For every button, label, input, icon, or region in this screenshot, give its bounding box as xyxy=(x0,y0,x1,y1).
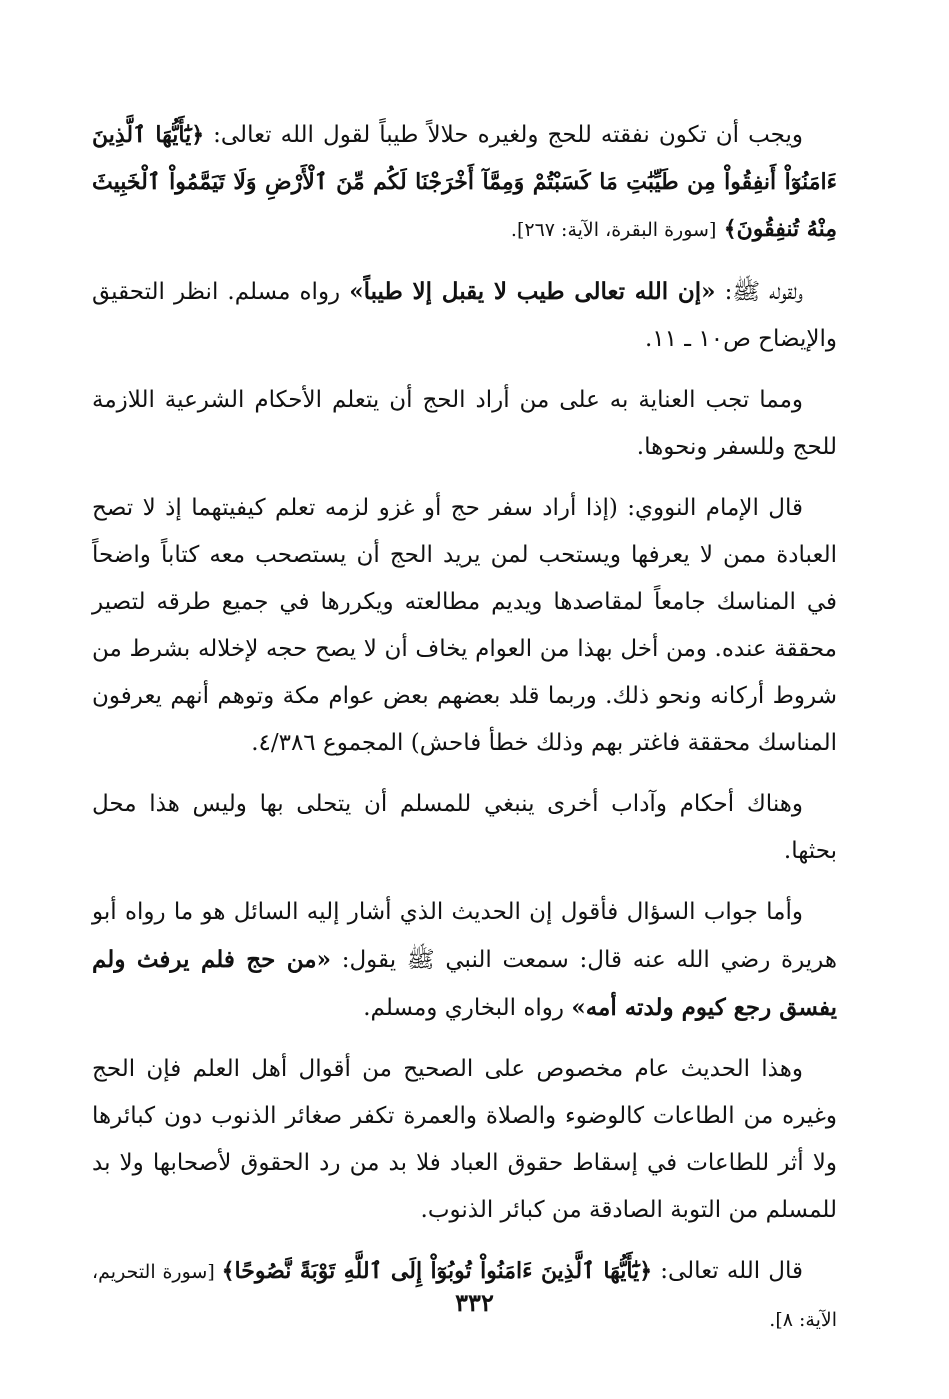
paragraph-answer xyxy=(92,889,837,1032)
hadith-quote: «إن الله تعالى طيب لا يقبل إلا طيباً» xyxy=(349,278,716,305)
verse-reference: [سورة البقرة، الآية: ٢٦٧]. xyxy=(510,219,717,241)
verse-reference: [سورة التحريم، الآية: ٨]. xyxy=(92,1261,837,1331)
paragraph-hadith-tayyib xyxy=(92,268,837,363)
paragraph-text: وأما جواب السؤال فأقول إن الحديث الذي أشار إليه السائل هو ما رواه أبو هريرة رضي الله عنه قال: سمعت النبي ﷺ يقول: xyxy=(92,899,837,973)
paragraph-text: ويجب أن تكون نفقته للحج ولغيره حلالاً طيباً لقول الله تعالى: xyxy=(213,122,804,148)
quran-verse: ﴿يَٰٓأَيُّهَا ٱلَّذِينَ ءَامَنُواْ تُوبُوٓاْ إِلَى ٱللَّهِ تَوْبَةً نَّصُوحًا﴾ xyxy=(221,1258,653,1284)
paragraph-takhsis: وهذا الحديث عام مخصوص على الصحيح من أقوال أهل العلم فإن الحج وغيره من الطاعات كالوضوء والصلاة والعمرة تكفر صغائر الذنوب دون كبائرها ولا أثر للطاعات في إسقاط حقوق العباد فلا بد من رد الحقوق لأصحابها ولا بد للمسلم من التوبة الصادقة من كبائر الذنوب. xyxy=(92,1056,837,1223)
page-number: ٣٣٢ xyxy=(455,1288,494,1317)
page-body xyxy=(92,112,837,1358)
paragraph-nafaqa xyxy=(92,112,837,254)
quran-verse: ﴿يَٰٓأَيُّهَا ٱلَّذِينَ ءَامَنُوٓاْ أَنفِقُواْ مِن طَيِّبَٰتِ مَا كَسَبْتُمْ وَمِمَّآ أَخْرَجْنَا لَكُم مِّنَ ٱلْأَرْضِ وَلَا تَيَمَّمُواْ ٱلْخَبِيثَ مِنْهُ تُنفِقُونَ﴾ xyxy=(92,122,837,242)
paragraph-ahkam: ومما تجب العناية به على من أراد الحج أن يتعلم الأحكام الشرعية اللازمة للحج وللسفر ونحوها. xyxy=(92,387,837,460)
hadith-quote: «من حج فلم يرفث ولم يفسق رجع كيوم ولدته أمه» xyxy=(92,946,837,1021)
paragraph-text: رواه البخاري ومسلم. xyxy=(363,995,572,1021)
paragraph-adab: وهناك أحكام وآداب أخرى ينبغي للمسلم أن يتحلى بها وليس هذا محل بحثها. xyxy=(92,791,837,864)
paragraph-text: ولقوله ﷺ: xyxy=(715,279,803,305)
paragraph-text: قال الله تعالى: xyxy=(652,1258,804,1284)
paragraph-text: رواه مسلم. انظر التحقيق والإيضاح ص١٠ ـ ١١. xyxy=(92,279,837,352)
paragraph-nawawi-quote: قال الإمام النووي: (إذا أراد سفر حج أو غزو لزمه تعلم كيفيتهما إذ لا تصح العبادة ممن لا يعرفها ويستحب لمن يريد الحج أن يستصحب معه كتاباً واضحاً في المناسك جامعاً لمقاصدها ويديم مطالعته ويكررها في جميع طرقه لتصير محققة عنده. ومن أخل بهذا من العوام يخاف أن لا يصح حجه لإخلاله بشرط من شروط أركانه ونحو ذلك. وربما قلد بعضهم بعض عوام مكة وتوهم أنهم يعرفون المناسك محققة فاغتر بهم وذلك خطأ فاحش) المجموع ٤/٣٨٦. xyxy=(92,495,837,756)
